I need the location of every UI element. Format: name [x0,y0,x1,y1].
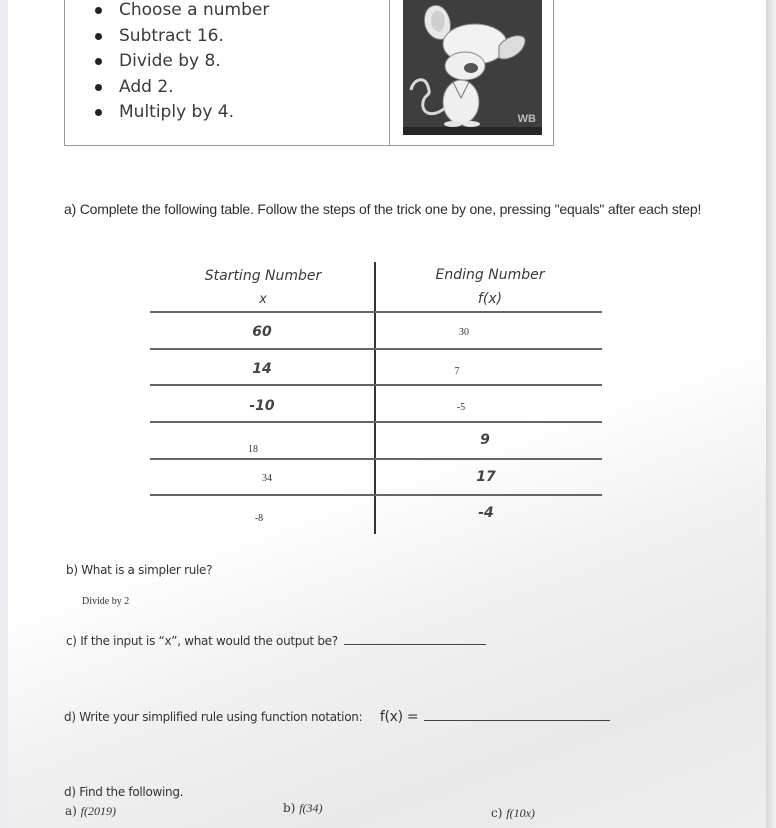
part-b-question: b) What is a simpler rule? [66,563,213,577]
trick-step: Add 2. [95,75,269,101]
cell-fx-row6: -4 [478,505,494,521]
page-left-edge [0,0,8,828]
header-starting-number: Starting Number [204,268,322,284]
find-item-c[interactable]: c) f(10x) [491,806,535,820]
part-d-notation-question: d) Write your simplified rule using function notation: f(x) = [64,709,610,725]
find-item-b[interactable]: b) f(34) [283,801,323,815]
function-table [148,262,603,534]
table-rule [150,348,602,350]
bullet-icon [95,33,102,40]
cell-x-row5[interactable]: 34 [262,473,272,484]
image-floor [403,127,542,135]
trick-step: Choose a number [95,0,269,24]
part-c-answer-blank[interactable] [344,644,486,645]
trick-step: Subtract 16. [95,24,269,50]
table-rule [150,494,602,496]
fx-answer-blank[interactable] [424,720,610,721]
trick-step: Divide by 8. [95,49,269,75]
table-rule [150,458,602,460]
bullet-icon [95,7,102,14]
header-x: x [259,292,267,307]
cell-x-row4[interactable]: 18 [248,444,258,455]
part-c-question: c) If the input is “x”, what would the output be? [66,634,486,648]
cell-fx-row5: 17 [476,469,496,485]
box-divider [389,0,390,146]
cell-x-row6[interactable]: -8 [254,513,264,524]
table-rule [150,311,602,313]
trick-step: Multiply by 4. [95,100,269,126]
fx-label: f(x) = [379,709,419,725]
part-b-answer[interactable]: Divide by 2 [82,596,130,607]
trick-steps-box [64,0,554,146]
cell-x-row2: 14 [252,361,272,377]
cell-fx-row1[interactable]: 30 [459,327,469,338]
cell-x-row1: 60 [252,324,272,340]
bullet-icon [95,84,102,91]
cell-fx-row3[interactable]: -5 [456,402,466,413]
bullet-icon [95,58,102,65]
bullet-icon [95,109,102,116]
part-d-find-question: d) Find the following. [64,785,184,799]
trick-steps-list [95,0,269,126]
brain-cartoon-image [403,0,542,135]
cell-x-row3: -10 [249,398,275,414]
table-rule [150,384,602,386]
cell-fx-row2[interactable]: 7 [454,366,460,377]
header-ending-number: Ending Number [435,267,545,283]
table-rule [150,421,602,423]
page-right-edge [766,0,776,828]
cell-fx-row4: 9 [480,432,490,448]
wb-watermark: WB [517,113,536,125]
header-fx: f(x) [477,291,503,307]
find-item-a[interactable]: a) f(2019) [65,804,116,818]
part-a-instructions: a) Complete the following table. Follow the steps of the trick one by one, pressing "equals" after each step! [64,201,702,217]
